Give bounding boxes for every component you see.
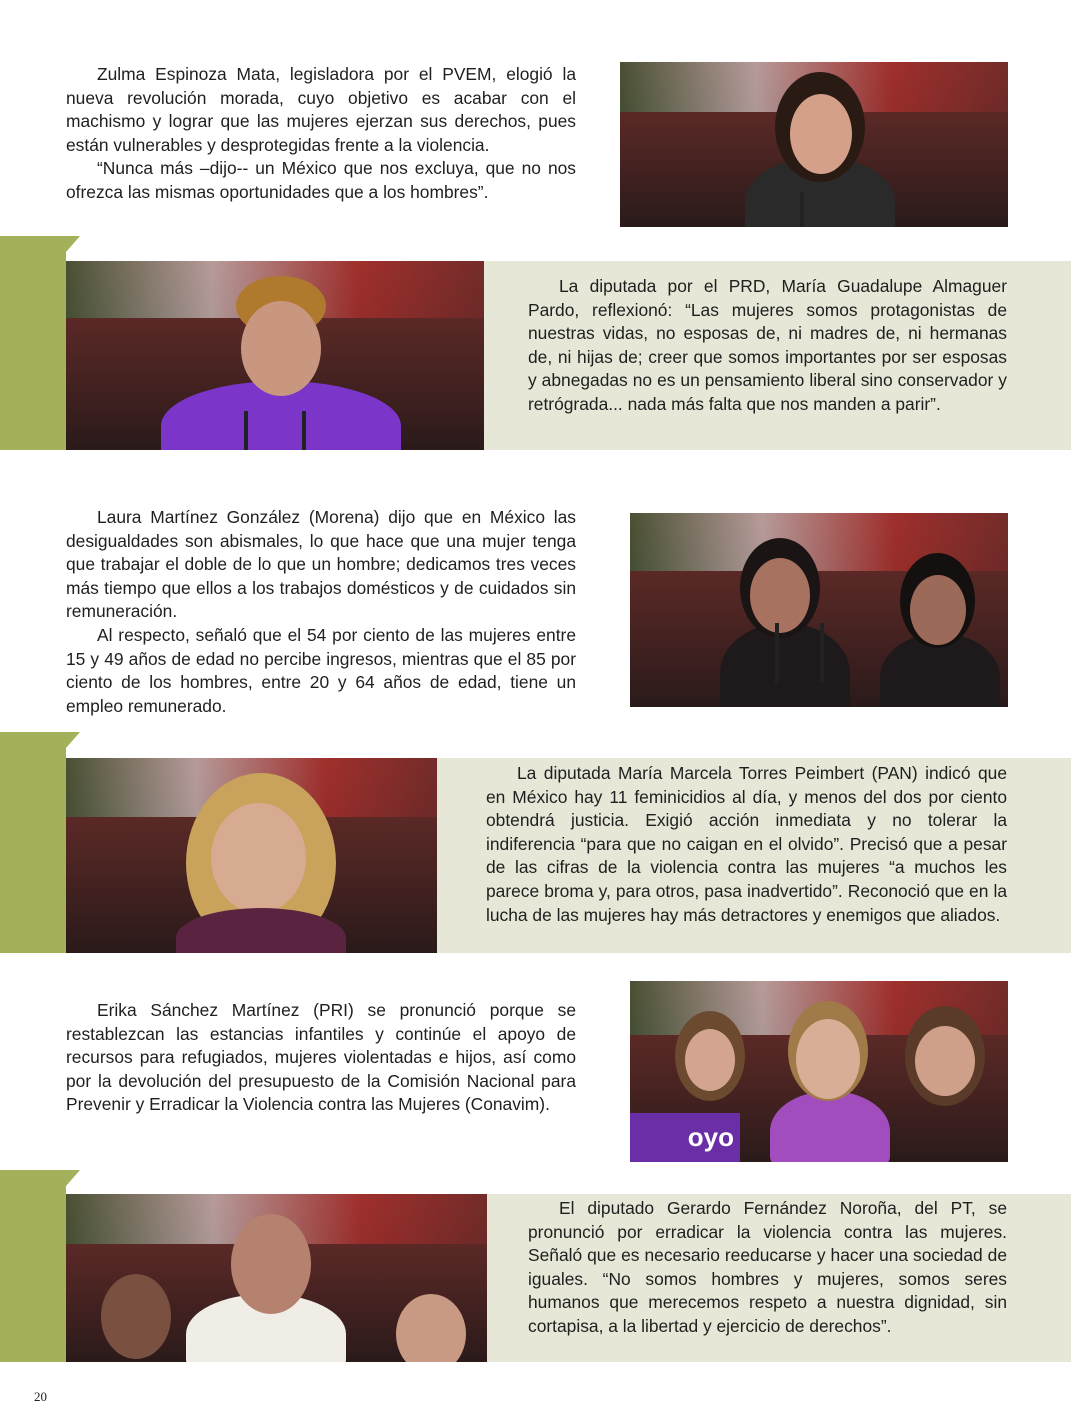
erika-paragraph-1: Erika Sánchez Martínez (PRI) se pronunció porque se restablezcan las estancias infantiles y continúe el apoyo de recursos para refugiados, mujeres violentadas e hijos, así como por la devolución del presupuesto de la Comisión Nacional para Prevenir y Erradicar la Violencia contra las Mujeres (Conavim).	[66, 1000, 576, 1115]
marcela-photo	[66, 758, 437, 953]
zulma-text	[66, 63, 576, 205]
zulma-paragraph-1: Zulma Espinoza Mata, legisladora por el PVEM, elogió la nueva revolución morada, cuyo objetivo es acabar con el machismo y lograr que las mujeres ejerzan sus derechos, pues están vulnerables y desprotegidas frente a la violencia.	[66, 64, 576, 155]
marcela-paragraph-1: La diputada María Marcela Torres Peimbert (PAN) indicó que en México hay 11 feminicidios al día, y menos del dos por ciento obtendrá justicia. Exigió acción inmediata y no tolerar la indiferencia “para que no caigan en el olvido”. Precisó que a pesar de las cifras de la violencia contra las mujeres “a muchos les parece broma y, para otros, pasa inadvertido”. Reconoció que en la lucha de las mujeres hay más detractores y enemigos que aliados.	[486, 763, 1007, 925]
gerardo-paragraph-1: El diputado Gerardo Fernández Noroña, del PT, se pronunció por erradicar la violencia contra las mujeres. Señaló que es necesario reeducarse y hacer una sociedad de iguales. “No somos hombres y mujeres, somos seres humanos que merecemos respeto a nuestra dignidad, sin cortapisa, a la libertad y ejercicio de derechos”.	[528, 1198, 1007, 1336]
almaguer-text	[528, 275, 1007, 417]
accent-tab-1	[0, 236, 66, 450]
laura-text	[66, 506, 576, 718]
laura-paragraph-2: Al respecto, señaló que el 54 por ciento de las mujeres entre 15 y 49 años de edad no percibe ingresos, mientras que el 85 por ciento de los hombres, entre 20 y 64 años de edad, tiene un empleo remunerado.	[66, 624, 576, 716]
erika-photo-banner	[630, 1113, 740, 1162]
gerardo-text	[528, 1197, 1007, 1339]
zulma-photo	[620, 62, 1008, 227]
laura-photo	[630, 513, 1008, 707]
almaguer-photo	[66, 261, 484, 450]
accent-tab-2	[0, 732, 66, 953]
zulma-paragraph-2: “Nunca más –dijo-- un México que nos excluya, que no nos ofrezca las mismas oportunidades que a los hombres”.	[66, 158, 576, 202]
page-number: 20	[34, 1389, 47, 1404]
erika-photo	[630, 981, 1008, 1162]
marcela-text	[486, 762, 1007, 927]
erika-text	[66, 999, 576, 1117]
gerardo-photo	[66, 1194, 487, 1362]
almaguer-paragraph-1: La diputada por el PRD, María Guadalupe Almaguer Pardo, reflexionó: “Las mujeres somos protagonistas de nuestras vidas, no esposas de, ni madres de, ni hermanas de, ni hijas de; creer que somos importantes por ser esposas y abnegadas no es un pensamiento liberal sino conservador y retrógrada... nada más falta que nos manden a parir”.	[528, 276, 1007, 414]
banner-text: oyo	[687, 1122, 734, 1152]
accent-tab-3	[0, 1170, 66, 1362]
laura-paragraph-1: Laura Martínez González (Morena) dijo que en México las desigualdades son abismales, lo que hace que una mujer tenga que trabajar el doble de lo que un hombre; dedicamos tres veces más tiempo que ellos a los trabajos domésticos y de cuidados sin remuneración.	[66, 507, 576, 622]
